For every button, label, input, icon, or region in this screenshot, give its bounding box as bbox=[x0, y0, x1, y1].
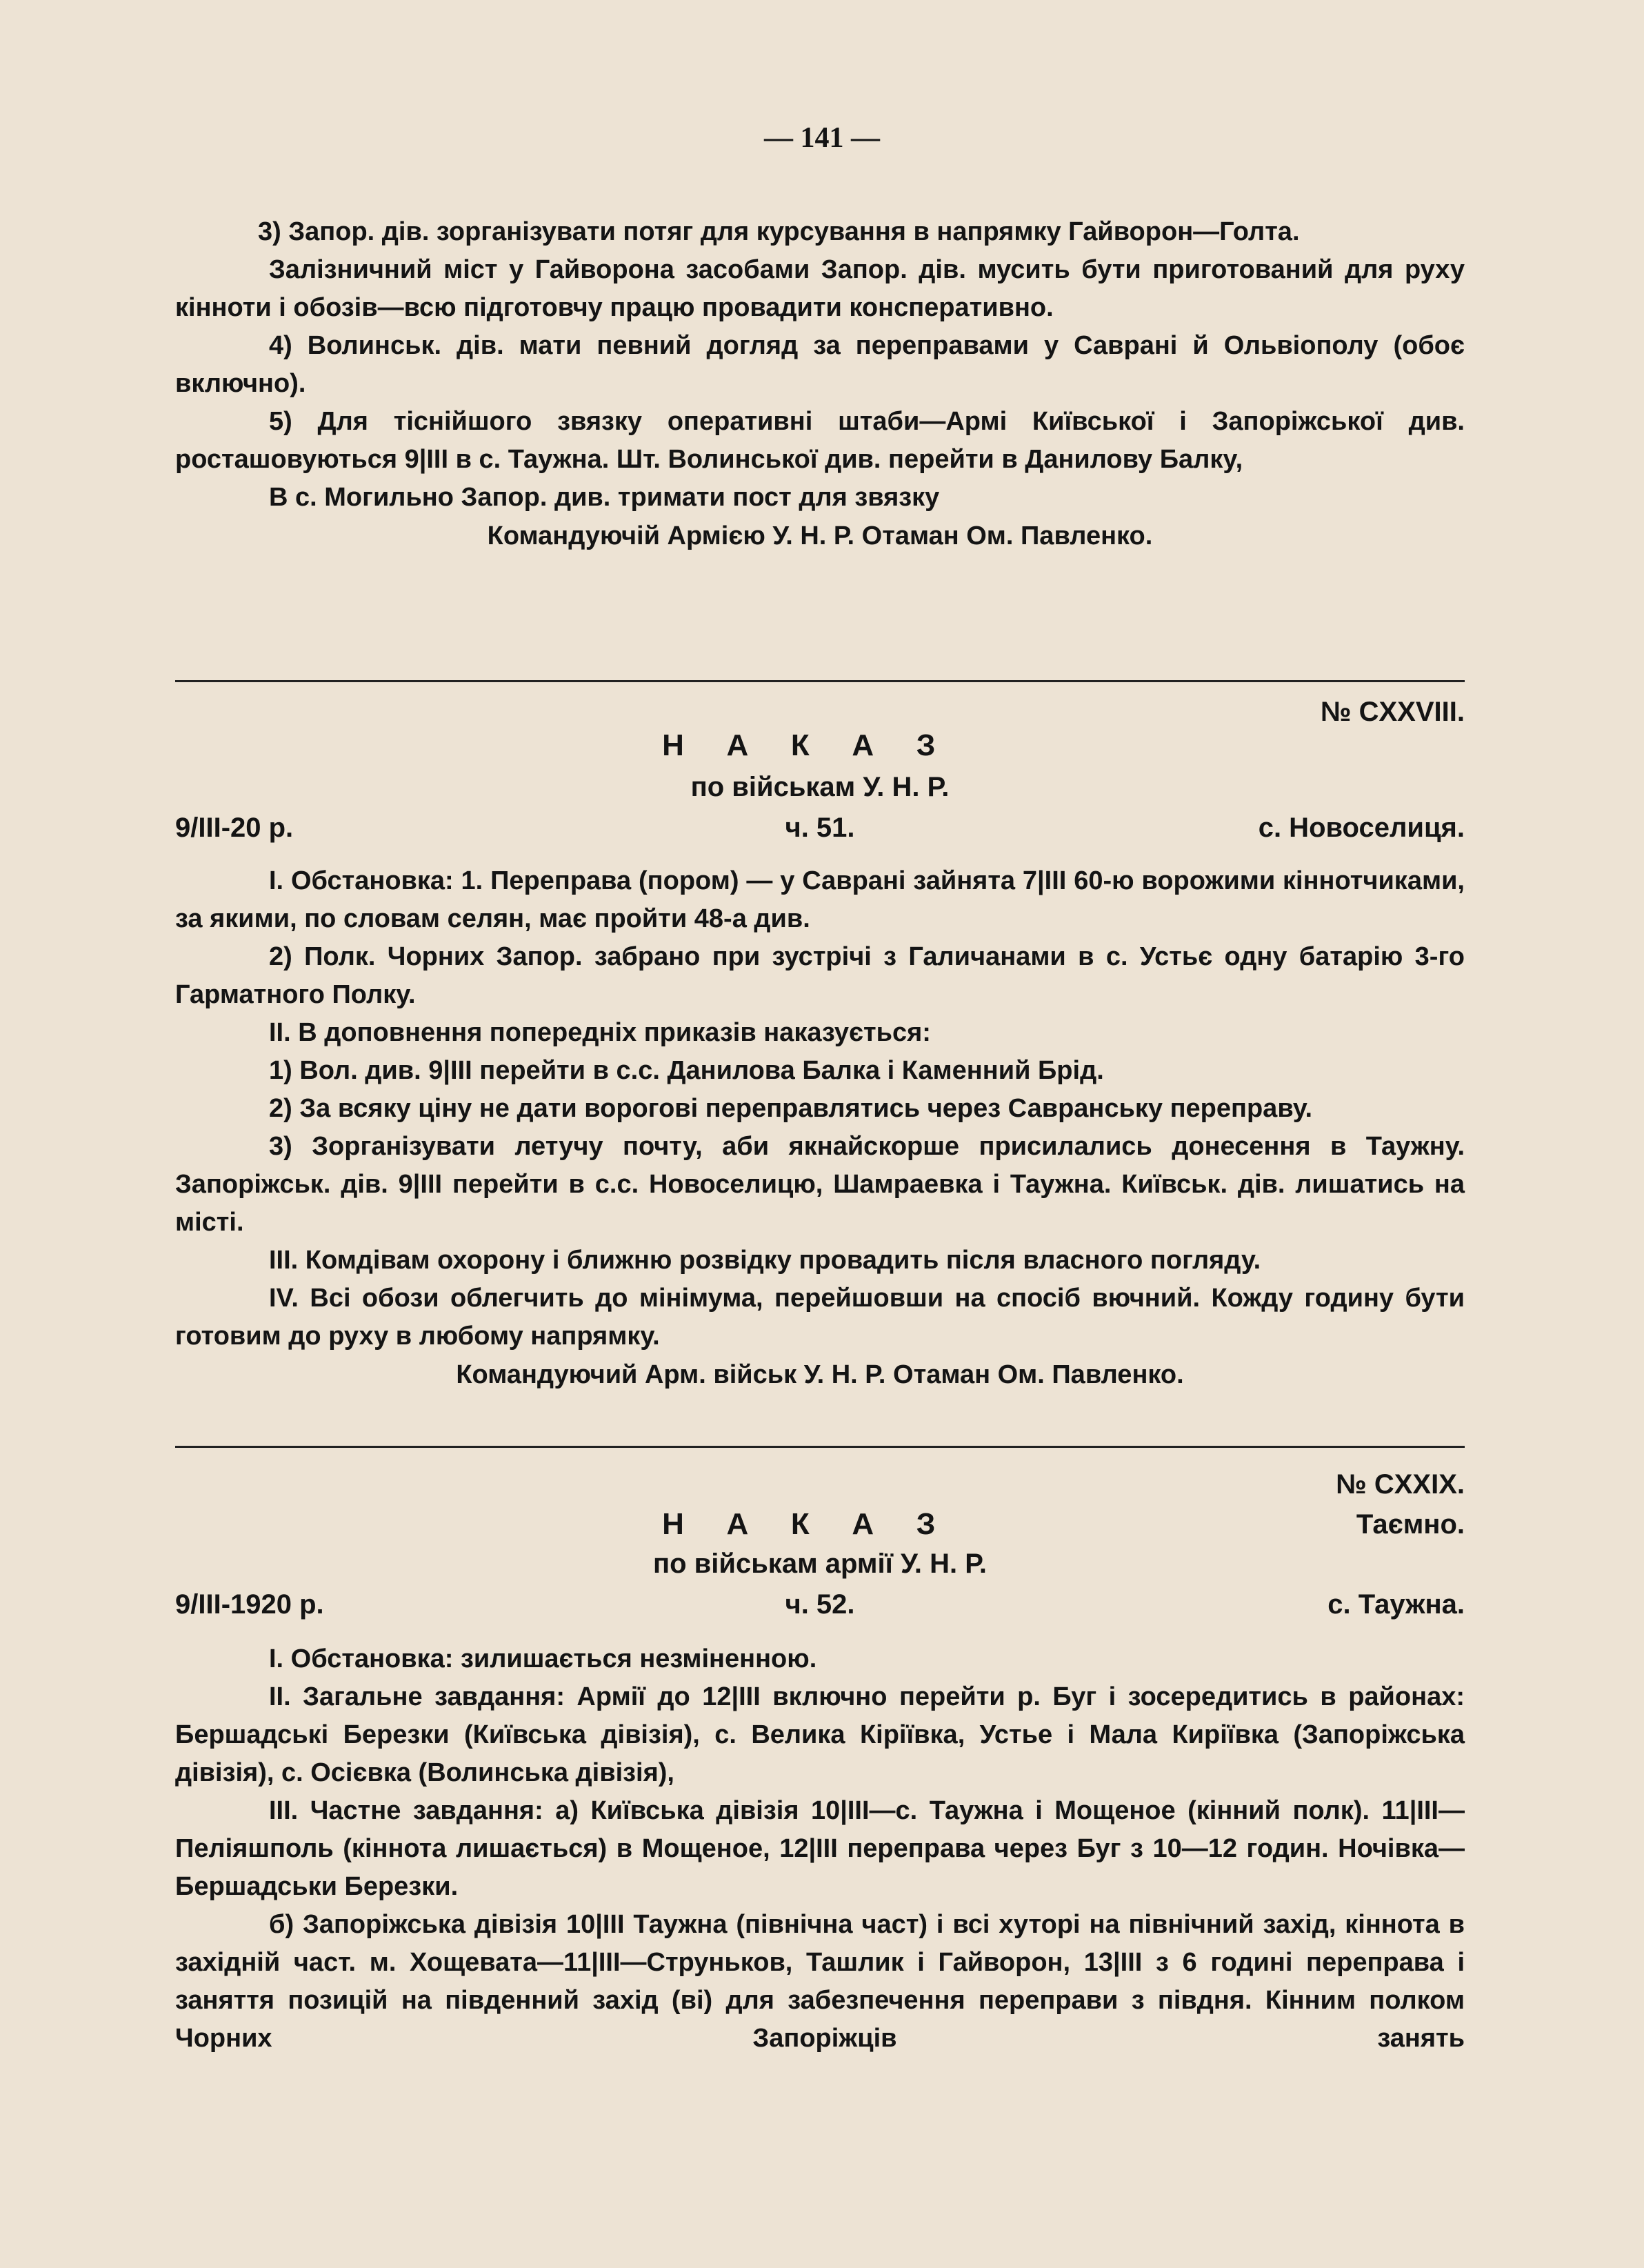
order-place: с. Таужна. bbox=[1327, 1589, 1465, 1620]
secret-mark: Таємно. bbox=[1356, 1509, 1465, 1540]
paragraph: II. В доповнення попередніх приказів наказується: bbox=[269, 1018, 931, 1047]
signature: Командуючій Армією У. Н. Р. Отаман Ом. Павленко. bbox=[487, 521, 1153, 550]
order-date: 9/III-1920 р. bbox=[175, 1589, 324, 1620]
order-title: НАКАЗ bbox=[662, 1507, 978, 1541]
paragraph: I. Обстановка: зилишається незміненною. bbox=[269, 1644, 817, 1673]
order-number: № CXXIX. bbox=[1336, 1469, 1465, 1500]
paragraph: 5) Для тіснійшого звязку оперативні штаби—Армі Київської і Запоріжської див. росташовуються 9|III в с. Таужна. Шт. Волинської див. перейти в Данилову Балку, bbox=[175, 407, 1465, 474]
divider bbox=[175, 680, 1465, 682]
paragraph: III. Комдівам охорону і ближню розвідку провадить після власного погляду. bbox=[269, 1246, 1261, 1275]
order-subtitle: по військам армії У. Н. Р. bbox=[652, 1549, 988, 1579]
order-number: № CXXVIII. bbox=[1320, 697, 1465, 727]
paragraph: 1) Вол. див. 9|III перейти в с.с. Данилова Балка і Каменний Брід. bbox=[269, 1056, 1104, 1085]
signature: Командуючий Арм. військ У. Н. Р. Отаман Ом. Павленко. bbox=[456, 1360, 1184, 1389]
paragraph: 3) Зорганізувати летучу почту, аби якнайскорше присилались донесення в Таужну. Запоріжськ. дів. 9|III перейти в с.с. Новоселицю, Шамраевка і Таужна. Київськ. дів. лишатись на місті. bbox=[175, 1132, 1465, 1237]
order-part: ч. 52. bbox=[785, 1589, 855, 1620]
paragraph: IV. Всі обози облегчить до мінімума, перейшовши на спосіб вючний. Кожду годину бути готовим до руху в любому напрямку. bbox=[175, 1284, 1465, 1351]
order-128 bbox=[175, 691, 1465, 1394]
paragraph: 4) Волинськ. дів. мати певний догляд за переправами у Саврані й Ольвіополу (обоє включно). bbox=[175, 331, 1465, 398]
paragraph: 3) Запор. дів. зорганізувати потяг для курсування в напрямку Гайворон—Голта. bbox=[258, 217, 1300, 246]
paragraph: Залізничний міст у Гайворона засобами Запор. дів. мусить бути приготований для руху кінноти і обозів—всю підготовчу працю провадити консперативно. bbox=[175, 255, 1465, 322]
order-subtitle: по військам У. Н. Р. bbox=[690, 772, 950, 802]
order-date: 9/III-20 р. bbox=[175, 813, 294, 843]
order-place: с. Новоселиця. bbox=[1258, 813, 1465, 843]
divider bbox=[175, 1446, 1465, 1448]
paragraph: II. Загальне завдання: Армії до 12|III включно перейти р. Буг і зосередитись в районах: Бершадські Березки (Київська дівізія), с. Велика Кіріївка, Устье і Мала Киріївка (Запоріжська дівізія), с. Осієвка (Волинська дівізія), bbox=[175, 1682, 1465, 1787]
order-title: НАКАЗ bbox=[662, 728, 978, 762]
section-previous-order bbox=[175, 213, 1465, 555]
paragraph: III. Частне завдання: а) Київська дівізія 10|III—с. Таужна і Мощеное (кінний полк). 11|III—Пеліяшполь (кіннота лишається) в Мощеное, 12|III переправа через Буг з 10—12 годин. Ночівка—Бершадськи Березки. bbox=[175, 1796, 1465, 1901]
order-129 bbox=[175, 1464, 1465, 2058]
paragraph: 2) Полк. Чорних Запор. забрано при зустрічі з Галичанами в с. Устьє одну батарію 3-го Гарматного Полку. bbox=[175, 942, 1465, 1009]
paragraph: В с. Могильно Запор. див. тримати пост для звязку bbox=[269, 483, 940, 512]
page-number: — 141 — bbox=[764, 122, 880, 154]
paragraph: б) Запоріжська дівізія 10|III Таужна (північна част) і всі хуторі на північний захід, кіннота в західній част. м. Хощевата—11|III—Струньков, Ташлик і Гайворон, 13|III з 6 годині переправа і заняття позицій на південний захід (ві) для забезпечення переправи з півдня. Кінним полком Чорних Запоріжців занять bbox=[175, 1910, 1465, 2053]
paragraph: 2) За всяку ціну не дати ворогові переправлятись через Савранську переправу. bbox=[269, 1094, 1313, 1123]
paragraph: I. Обстановка: 1. Переправа (пором) — у Саврані зайнята 7|III 60-ю ворожими кіннотчиками, за якими, по словам селян, має пройти 48-а див. bbox=[175, 866, 1465, 933]
order-part: ч. 51. bbox=[785, 813, 855, 843]
